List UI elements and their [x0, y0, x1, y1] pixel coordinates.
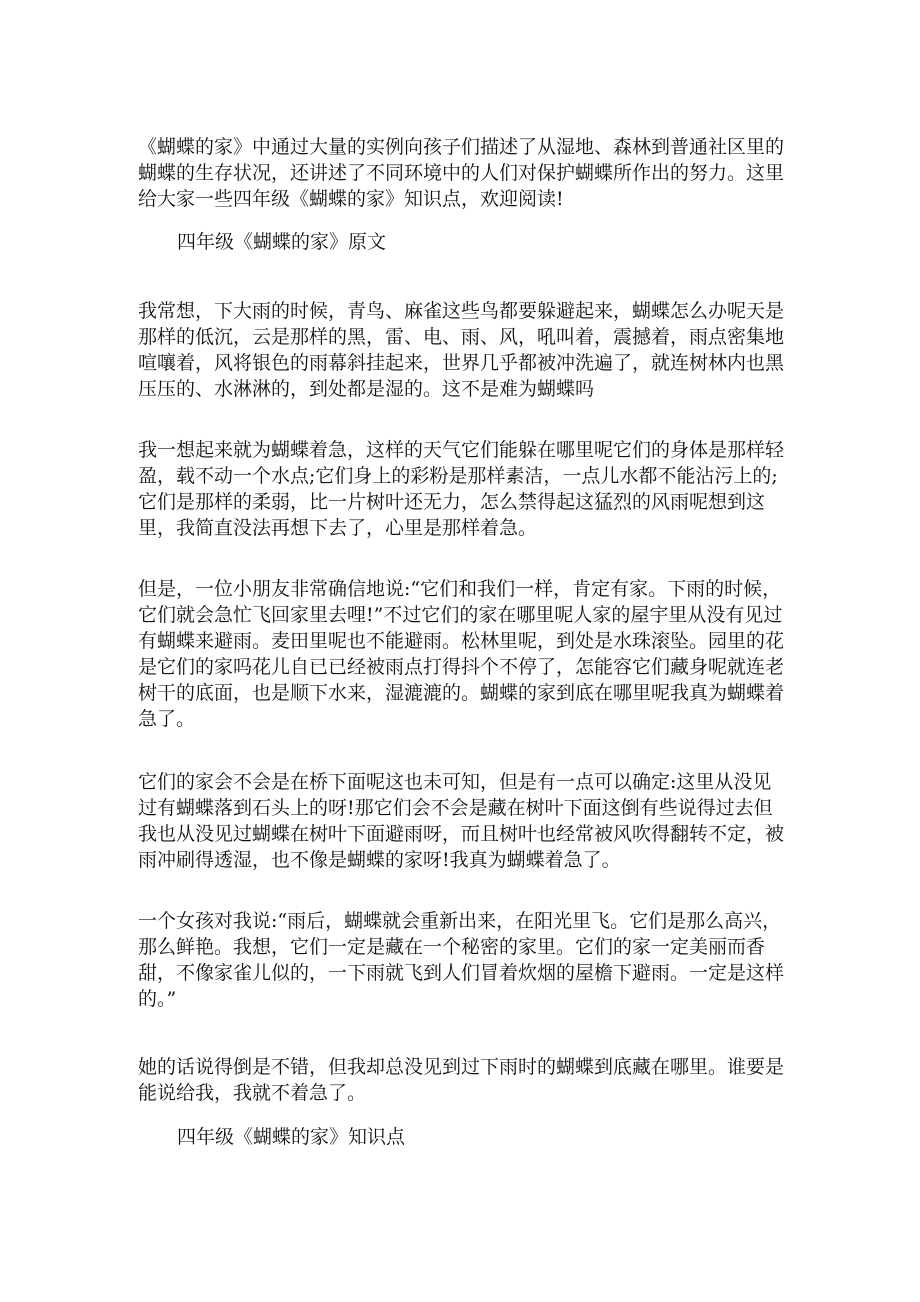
paragraph-1: 我常想，下大雨的时候，青鸟、麻雀这些鸟都要躲避起来，蝴蝶怎么办呢天是那样的低沉，云是那样的黑，雷、电、雨、风，吼叫着，震撼着，雨点密集地喧嚷着，风将银色的雨幕斜挂起来，世界几乎都被冲洗遍了，就连树林内也黑压压的、水淋淋的，到处都是湿的。这不是难为蝴蝶吗 [138, 300, 785, 400]
paragraph-3: 但是，一位小朋友非常确信地说:“它们和我们一样，肯定有家。下雨的时候，它们就会急忙飞回家里去哩!”不过它们的家在哪里呢人家的屋宇里从没有见过有蝴蝶来避雨。麦田里呢也不能避雨。松林里呢，到处是水珠滚坠。园里的花是它们的家吗花儿自已已经被雨点打得抖个不停了，怎能容它们藏身呢就连老树干的底面，也是顺下水来，湿漉漉的。蝴蝶的家到底在哪里呢我真为蝴蝶着急了。 [138, 578, 785, 730]
paragraph-5: 一个女孩对我说:“雨后，蝴蝶就会重新出来，在阳光里飞。它们是那么高兴，那么鲜艳。我想，它们一定是藏在一个秘密的家里。它们的家一定美丽而香甜，不像家雀儿似的，一下雨就飞到人们冒着炊烟的屋檐下避雨。一定是这样的。” [138, 910, 785, 1010]
paragraph-2: 我一想起来就为蝴蝶着急，这样的天气它们能躲在哪里呢它们的身体是那样轻盈，载不动一个水点;它们身上的彩粉是那样素洁，一点儿水都不能沾污上的;它们是那样的柔弱，比一片树叶还无力，怎么禁得起这猛烈的风雨呢想到这里，我简直没法再想下去了，心里是那样着急。 [138, 439, 785, 539]
paragraph-4: 它们的家会不会是在桥下面呢这也未可知，但是有一点可以确定:这里从没见过有蝴蝶落到石头上的呀!那它们会不会是藏在树叶下面这倒有些说得过去但我也从没见过蝴蝶在树叶下面避雨呀，而且树叶也经常被风吹得翻转不定，被雨冲刷得透湿，也不像是蝴蝶的家呀!我真为蝴蝶着急了。 [138, 771, 785, 871]
heading-original-text: 四年级《蝴蝶的家》原文 [177, 231, 387, 253]
paragraph-6: 她的话说得倒是不错，但我却总没见到过下雨时的蝴蝶到底藏在哪里。谁要是能说给我，我就不着急了。 [138, 1056, 785, 1104]
intro-paragraph: 《蝴蝶的家》中通过大量的实例向孩子们描述了从湿地、森林到普通社区里的蝴蝶的生存状况，还讲述了不同环境中的人们对保护蝴蝶所作出的努力。这里给大家一些四年级《蝴蝶的家》知识点，欢迎阅读! [138, 136, 785, 210]
heading-knowledge-points: 四年级《蝴蝶的家》知识点 [177, 1126, 406, 1148]
